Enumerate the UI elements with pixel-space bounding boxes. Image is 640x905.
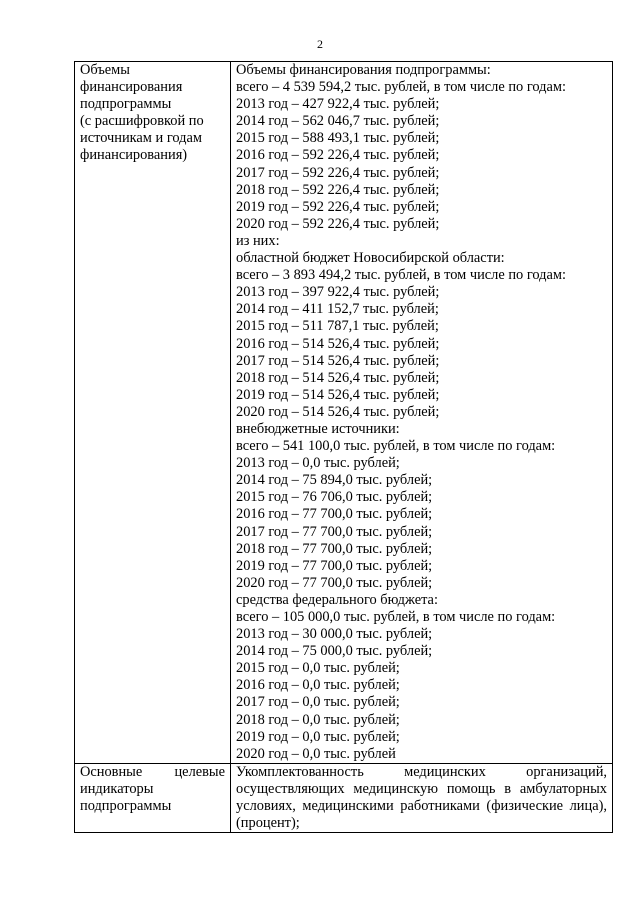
value-line: 2017 год – 77 700,0 тыс. рублей; xyxy=(236,523,433,540)
value-line: 2017 год – 592 226,4 тыс. рублей; xyxy=(236,164,440,181)
value-line: 2020 год – 592 226,4 тыс. рублей; xyxy=(236,215,440,232)
value-line: 2014 год – 75 894,0 тыс. рублей; xyxy=(236,472,433,489)
value-line: 2018 год – 514 526,4 тыс. рублей; xyxy=(236,369,440,386)
value-line: Объемы финансирования подпрограммы: xyxy=(236,62,491,78)
value-line: 2019 год – 514 526,4 тыс. рублей; xyxy=(236,386,440,403)
subprogram-passport-table xyxy=(74,61,613,833)
value-line: областной бюджет Новосибирской области: xyxy=(236,250,505,267)
label-line: источникам и годам xyxy=(80,130,202,147)
value-line: 2016 год – 514 526,4 тыс. рублей; xyxy=(236,335,440,352)
value-line: 2019 год – 77 700,0 тыс. рублей; xyxy=(236,557,433,574)
value-line: внебюджетные источники: xyxy=(236,420,400,437)
value-line: 2013 год – 427 922,4 тыс. рублей; xyxy=(236,96,440,113)
page-number: 2 xyxy=(317,37,323,51)
value-line: средства федерального бюджета: xyxy=(236,591,438,608)
indicator-text: Укомплектованность медицинских организаций, осуществляющих медицинскую помощь в амбулаторных условиях, медицинскими работниками (физические лица), (процент); xyxy=(236,763,607,832)
value-line: всего – 541 100,0 тыс. рублей, в том числе по годам: xyxy=(236,438,556,455)
label-line: Объемы xyxy=(80,62,130,78)
value-line: всего – 105 000,0 тыс. рублей, в том числе по годам: xyxy=(236,609,556,625)
value-line: 2016 год – 0,0 тыс. рублей; xyxy=(236,677,400,694)
value-line: 2013 год – 397 922,4 тыс. рублей; xyxy=(236,284,440,301)
label-line: подпрограммы xyxy=(80,96,172,113)
value-line: 2019 год – 592 226,4 тыс. рублей; xyxy=(236,198,440,215)
value-line: 2017 год – 0,0 тыс. рублей; xyxy=(236,694,400,711)
value-line: 2019 год – 0,0 тыс. рублей; xyxy=(236,728,400,745)
funding-volume-label-cell xyxy=(75,62,231,764)
table-row xyxy=(75,763,613,832)
label-line: финансирования) xyxy=(80,147,188,164)
table-row xyxy=(75,62,613,764)
label-line: Основные целевые xyxy=(80,763,225,780)
value-line: всего – 4 539 594,2 тыс. рублей, в том числе по годам: xyxy=(236,79,566,96)
value-line: 2020 год – 77 700,0 тыс. рублей; xyxy=(236,574,433,591)
value-line: 2017 год – 514 526,4 тыс. рублей; xyxy=(236,352,440,369)
value-line: 2013 год – 30 000,0 тыс. рублей; xyxy=(236,626,433,643)
value-line: 2018 год – 77 700,0 тыс. рублей; xyxy=(236,540,433,557)
value-line: 2015 год – 511 787,1 тыс. рублей; xyxy=(236,318,439,335)
funding-volume-value-cell xyxy=(231,62,613,764)
value-line: 2015 год – 76 706,0 тыс. рублей; xyxy=(236,489,433,506)
value-line: 2018 год – 592 226,4 тыс. рублей; xyxy=(236,181,440,198)
value-line: 2018 год – 0,0 тыс. рублей; xyxy=(236,711,400,728)
target-indicators-label-cell xyxy=(75,763,231,832)
value-line: 2020 год – 0,0 тыс. рублей xyxy=(236,745,396,762)
label-line: подпрограммы xyxy=(80,798,172,815)
value-line: всего – 3 893 494,2 тыс. рублей, в том числе по годам: xyxy=(236,267,566,284)
value-line: 2020 год – 514 526,4 тыс. рублей; xyxy=(236,403,440,420)
label-line: индикаторы xyxy=(80,780,154,797)
value-line: 2014 год – 411 152,7 тыс. рублей; xyxy=(236,301,439,318)
value-line: 2016 год – 592 226,4 тыс. рублей; xyxy=(236,147,440,164)
target-indicators-value-cell xyxy=(231,763,613,832)
value-line: 2016 год – 77 700,0 тыс. рублей; xyxy=(236,506,433,523)
value-line: 2013 год – 0,0 тыс. рублей; xyxy=(236,455,400,472)
value-line: из них: xyxy=(236,232,280,249)
value-line: 2015 год – 0,0 тыс. рублей; xyxy=(236,660,400,677)
value-line: 2014 год – 562 046,7 тыс. рублей; xyxy=(236,113,440,130)
label-line: (с расшифровкой по xyxy=(80,113,204,130)
value-line: 2015 год – 588 493,1 тыс. рублей; xyxy=(236,130,440,147)
value-line: 2014 год – 75 000,0 тыс. рублей; xyxy=(236,643,433,660)
label-line: финансирования xyxy=(80,79,183,96)
